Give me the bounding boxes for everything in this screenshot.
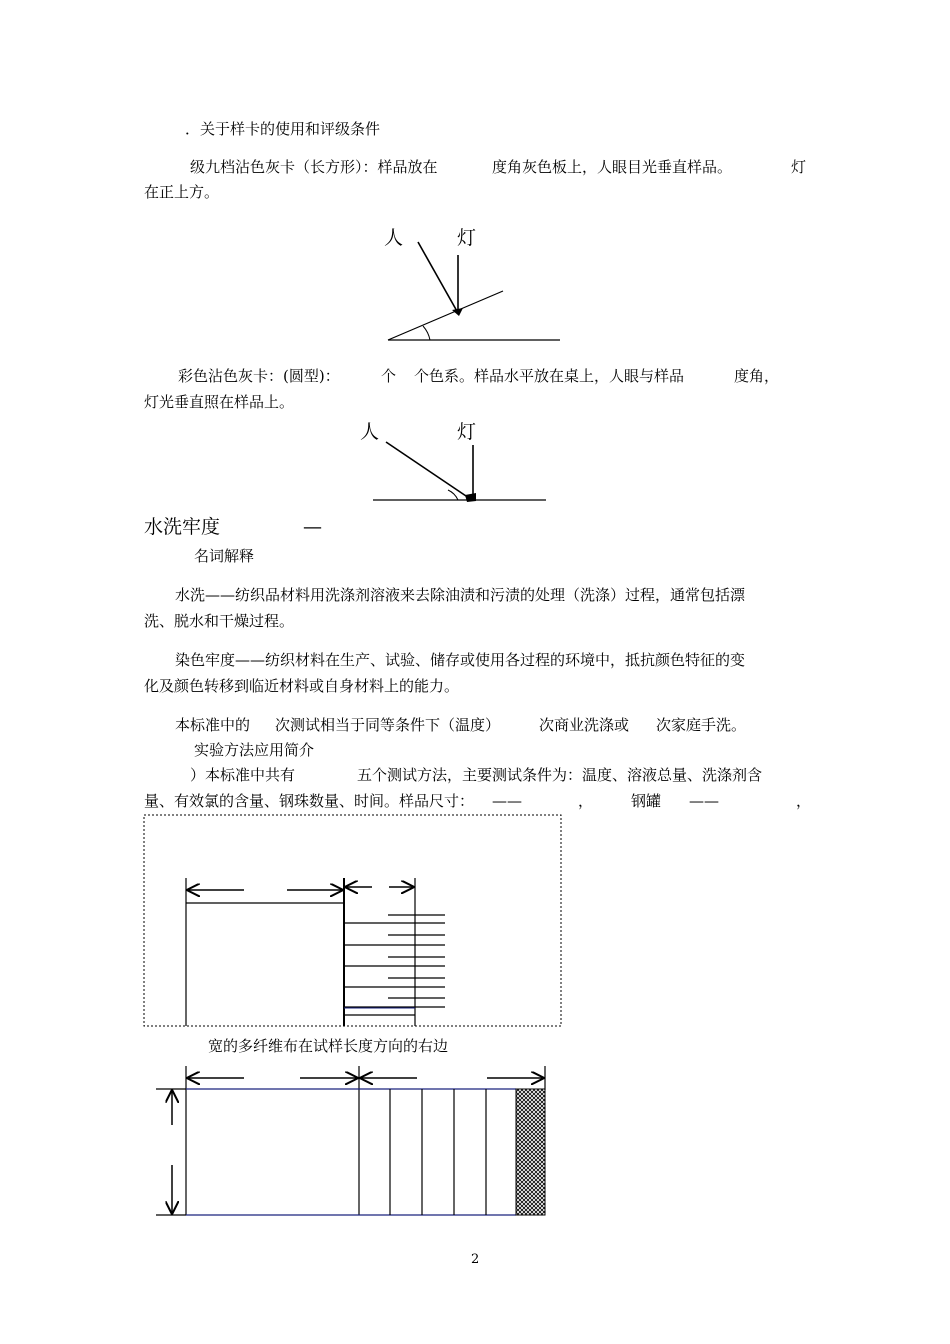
grey-card-text-2: 度角灰色板上，人眼目光垂直样品。 [492, 158, 733, 176]
figure1-person-label: 人 [384, 227, 404, 249]
def-fastness-line1: 染色牢度——纺织材料在生产、试验、储存或使用各过程的环境中，抵抗颜色特征的变 [175, 651, 746, 669]
method-text-2: 五个测试方法，主要测试条件为：温度、溶液总量、洗涤剂含 [357, 766, 763, 784]
method-comma-1: ， [578, 792, 594, 810]
def-fastness-line2: 化及颜色转移到临近材料或自身材料上的能力。 [144, 677, 460, 695]
figure2-person-label: 人 [360, 421, 380, 443]
terms-heading: 名词解释 [194, 547, 255, 565]
figure1-lamp-label: 灯 [457, 227, 477, 249]
def-wash-line2: 洗、脱水和干燥过程。 [144, 612, 295, 630]
standard-note-2: 次测试相当于同等条件下（温度） [275, 716, 501, 734]
figure2-lamp-label: 灯 [457, 421, 477, 443]
color-card-text-1: 彩色沾色灰卡：(圆型)： [178, 367, 340, 385]
method-text-1: ）本标准中共有 [190, 766, 296, 784]
standard-note-3: 次商业洗涤或 [539, 716, 630, 734]
section-title: 水洗牢度 [144, 516, 221, 538]
color-card-text-2: 个 [381, 367, 397, 385]
page-number: 2 [471, 1252, 480, 1267]
section-title-dash: — [303, 516, 322, 538]
method-text-line2: 量、有效氯的含量、钢珠数量、时间。样品尺寸： [144, 792, 475, 810]
standard-note-4: 次家庭手洗。 [656, 716, 747, 734]
figure3-caption: 宽的多纤维布在试样长度方向的右边 [208, 1037, 449, 1055]
method-dash-2: —— [689, 792, 719, 810]
method-steel-can: 钢罐 [631, 792, 662, 810]
color-card-text-line2: 灯光垂直照在样品上。 [144, 393, 295, 411]
def-wash-line1: 水洗——纺织品材料用洗涤剂溶液来去除油渍和污渍的处理（洗涤）过程，通常包括漂 [175, 586, 746, 604]
method-heading: 实验方法应用简介 [194, 741, 315, 759]
method-dash-1: —— [492, 792, 522, 810]
grey-card-text-1: 级九档沾色灰卡（长方形）：样品放在 [190, 158, 438, 176]
color-card-text-3: 个色系。样品水平放在桌上，人眼与样品 [414, 367, 685, 385]
method-comma-2: ， [796, 792, 812, 810]
figure4-fibre-strips [390, 1089, 486, 1215]
grey-card-text-3: 灯 [791, 158, 807, 176]
section-heading: ．关于样卡的使用和评级条件 [185, 120, 381, 138]
grey-card-text-line2: 在正上方。 [144, 183, 220, 201]
standard-note-1: 本标准中的 [175, 716, 251, 734]
color-card-text-4: 度角， [734, 367, 780, 385]
figure4-hatched-edge [516, 1089, 545, 1215]
